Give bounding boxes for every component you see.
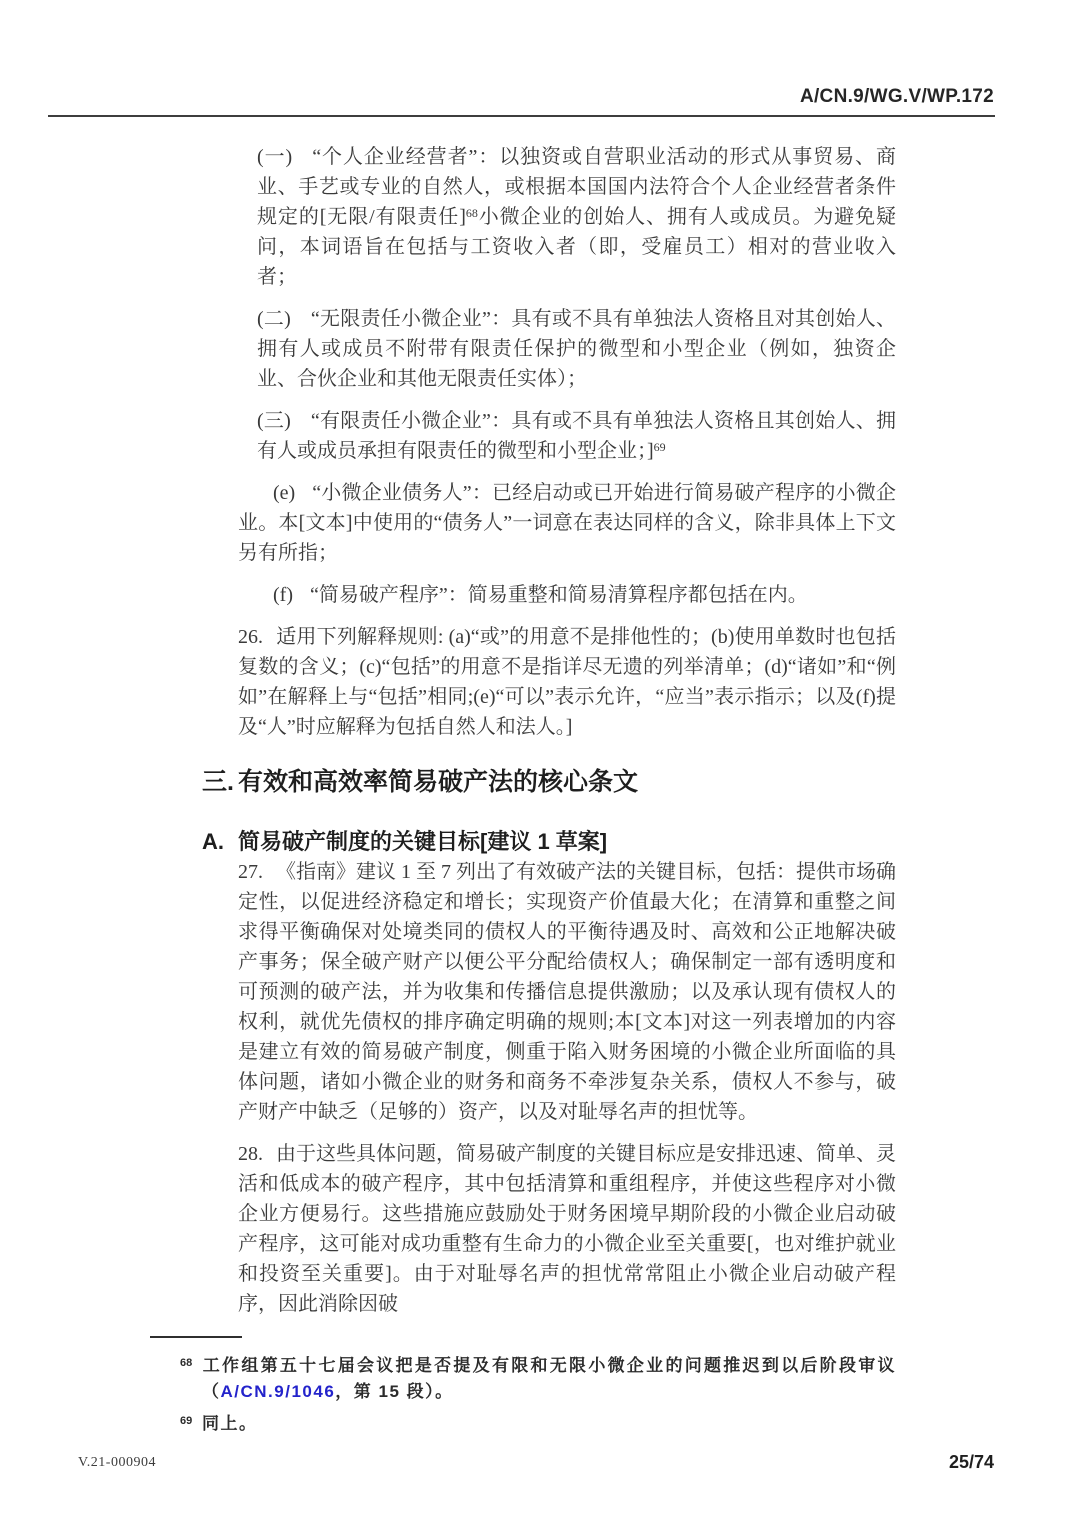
list-marker-san: (三): [257, 410, 291, 432]
definition-item-e: [238, 478, 896, 568]
section-heading: [202, 765, 896, 799]
document-reference-link[interactable]: A/CN.9/1046: [220, 1382, 336, 1401]
list-marker-f: (f): [273, 584, 293, 606]
paragraph-number: 28.: [238, 1143, 263, 1165]
definition-text: “简易破产程序”：简易重整和简易清算程序都包括在内。: [309, 584, 808, 606]
definition-text: “小微企业债务人”：已经启动或已开始进行简易破产程序的小微企业。本[文本]中使用的“债务人”一词意在表达同样的含义，除非具体上下文另有所指；: [238, 482, 896, 564]
paragraph-text: 由于这些具体问题，简易破产制度的关键目标应是安排迅速、简单、灵活和低成本的破产程序，其中包括清算和重组程序，并使这些程序对小微企业方便易行。这些措施应鼓励处于财务困境早期阶段的小微企业启动破产程序，这可能对成功重整有生命力的小微企业至关重要[，也对维护就业和投资至关重要]。由于对耻辱名声的担忧常常阻止小微企业启动破产程序，因此消除因破: [238, 1143, 896, 1315]
definition-item-f: [238, 580, 896, 610]
definition-text: “个人企业经营者”：以独资或自营职业活动的形式从事贸易、商业、手艺或专业的自然人，或根据本国国内法符合个人企业经营者条件规定的[无限/有限责任]: [257, 146, 896, 228]
paragraph-text: 《指南》建议 1 至 7 列出了有效破产法的关键目标，包括：提供市场确定性，以促进经济稳定和增长；实现资产价值最大化；在清算和重整之间求得平衡确保对处境类同的债权人的平衡待遇及时、高效和公正地解决破产事务；保全破产财产以便公平分配给债权人；确保制定一部有透明度和可预测的破产法，并为收集和传播信息提供激励；以及承认现有债权人的权利，就优先债权的排序确定明确的规则;本[文本]对这一列表增加的内容是建立有效的简易破产制度，侧重于陷入财务困境的小微企业所面临的具体问题，诸如小微企业的财务和商务不牵涉复杂关系，债权人不参与，破产财产中缺乏（足够的）资产，以及对耻辱名声的担忧等。: [238, 861, 896, 1123]
header-rule: [48, 115, 995, 117]
section-title: 有效和高效率简易破产法的核心条文: [238, 768, 639, 796]
document-symbol: A/CN.9/WG.V/WP.172: [799, 86, 994, 107]
list-marker-er: (二): [257, 308, 291, 330]
document-number: V.21-000904: [78, 1455, 156, 1470]
footnote-69: [180, 1408, 896, 1437]
footnote-ref-68: 68: [465, 206, 478, 220]
definition-item-2: [257, 304, 896, 394]
paragraph-text: 适用下列解释规则: (a)“或”的用意不是排他性的；(b)使用单数时也包括复数的含义；(c)“包括”的用意不是指详尽无遗的列举清单；(d)“诸如”和“例如”在解释上与“包括”相同;(e)“可以”表示允许，“应当”表示指示；以及(f)提及“人”时应解释为包括自然人和法人。]: [238, 626, 896, 738]
definition-text: 小微企业的创始人、拥有人或成员。为避免疑问，本词语旨在包括与工资收入者（即，受雇员工）相对的营业收入者；: [257, 206, 896, 288]
paragraph-26: [238, 622, 896, 742]
footnote-area: [0, 1336, 1080, 1440]
paragraph-number: 27.: [238, 861, 263, 883]
document-body: [202, 142, 896, 1319]
definition-text: “无限责任小微企业”：具有或不具有单独法人资格且对其创始人、拥有人或成员不附带有限责任保护的微型和小型企业（例如，独资企业、合伙企业和其他无限责任实体）；: [257, 308, 896, 390]
footnotes: [180, 1350, 896, 1437]
list-marker-e: (e): [273, 482, 296, 504]
page-footer: [0, 1452, 1080, 1482]
subsection-letter: A.: [202, 829, 224, 854]
footnote-separator-rule: [150, 1336, 242, 1338]
footnote-number: 69: [180, 1415, 193, 1427]
subsection-heading: [202, 827, 896, 857]
footnote-ref-69: 69: [653, 440, 666, 454]
definition-text: “有限责任小微企业”：具有或不具有单独法人资格且其创始人、拥有人或成员承担有限责任的微型和小型企业；]: [257, 410, 896, 462]
footnote-text: 工作组第五十七届会议把是否提及有限和无限小微企业的问题推迟到以后阶段审议（: [202, 1356, 896, 1401]
paragraph-number: 26.: [238, 626, 263, 648]
footnote-text: 同上。: [202, 1414, 258, 1433]
page-number: 25/74: [948, 1452, 994, 1472]
footnote-text: ，第 15 段）。: [335, 1382, 454, 1401]
list-marker-yi: (一): [257, 146, 293, 168]
footnote-number: 68: [180, 1357, 193, 1369]
paragraph-28: [238, 1139, 896, 1319]
paragraph-27: [238, 857, 896, 1127]
footnote-68: [180, 1350, 896, 1405]
definition-item-3: [257, 406, 896, 466]
definition-item-1: [257, 142, 896, 292]
section-number: 三.: [202, 768, 234, 796]
subsection-title: 简易破产制度的关键目标[建议 1 草案]: [238, 829, 608, 854]
